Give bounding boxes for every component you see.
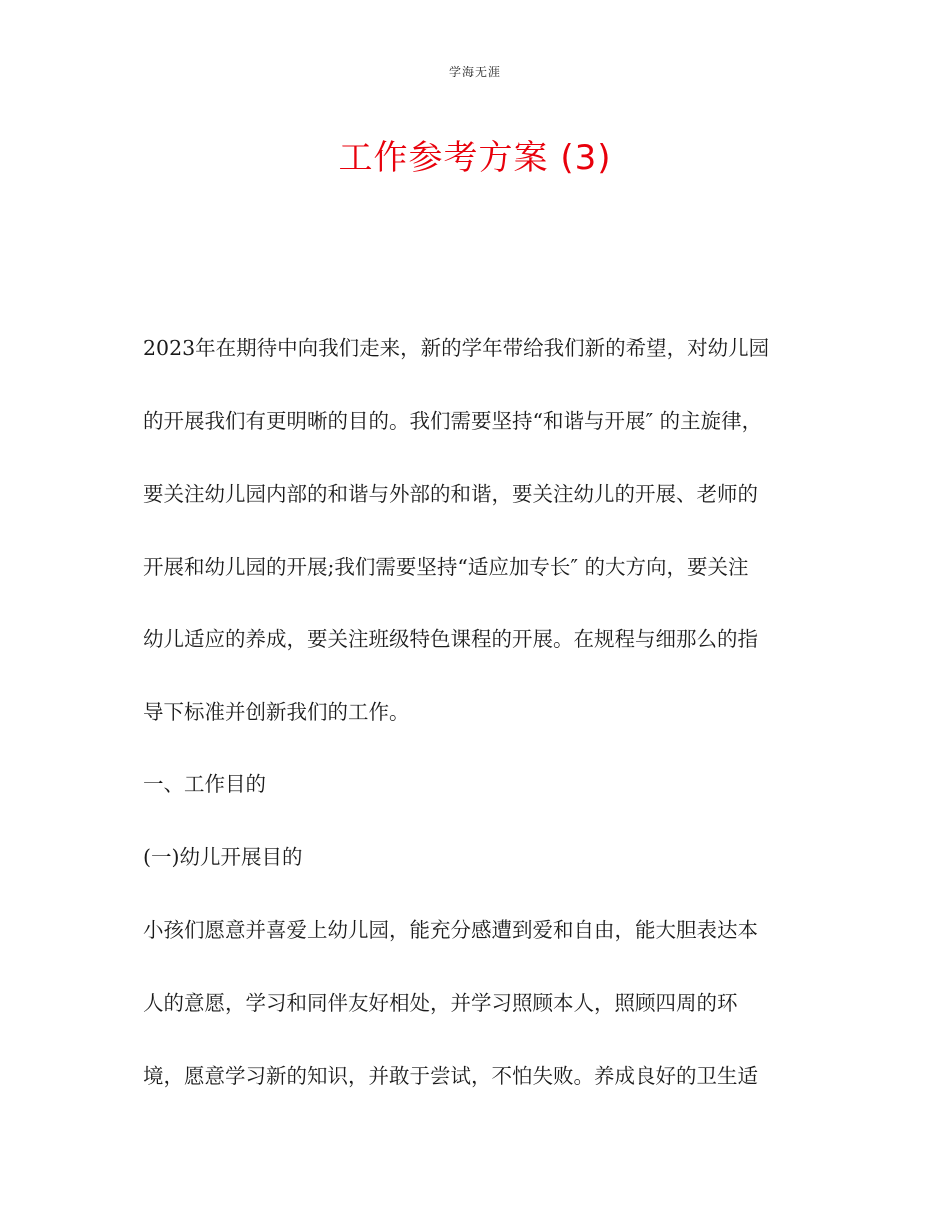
paragraph-line: 境，愿意学习新的知识，并敢于尝试，不怕失败。养成良好的卫生适 bbox=[143, 1064, 758, 1088]
paragraph-line: 人的意愿，学习和同伴友好相处，并学习照顾本人，照顾四周的环 bbox=[143, 991, 738, 1015]
paragraph-line: 2023年在期待中向我们走来，新的学年带给我们新的希望，对幼儿园 bbox=[143, 336, 770, 360]
paragraph-line: 小孩们愿意并喜爱上幼儿园，能充分感遭到爱和自由，能大胆表达本 bbox=[143, 918, 758, 942]
document-title: 工作参考方案 (3) bbox=[338, 138, 612, 178]
paragraph-line: 的开展我们有更明晰的目的。我们需要坚持“和谐与开展″ 的主旋律， bbox=[143, 409, 763, 433]
paragraph-line: 幼儿适应的养成，要关注班级特色课程的开展。在规程与细那么的指 bbox=[143, 627, 758, 651]
paragraph-line: 开展和幼儿园的开展;我们需要坚持“适应加专长″ 的大方向，要关注 bbox=[143, 555, 749, 579]
subsection-heading: (一)幼儿开展目的 bbox=[143, 845, 303, 869]
paragraph-line: 要关注幼儿园内部的和谐与外部的和谐，要关注幼儿的开展、老师的 bbox=[143, 482, 758, 506]
paragraph-line: 导下标准并创新我们的工作。 bbox=[143, 700, 410, 724]
page-header: 学海无涯 bbox=[448, 65, 501, 79]
section-heading: 一、工作目的 bbox=[143, 772, 266, 796]
